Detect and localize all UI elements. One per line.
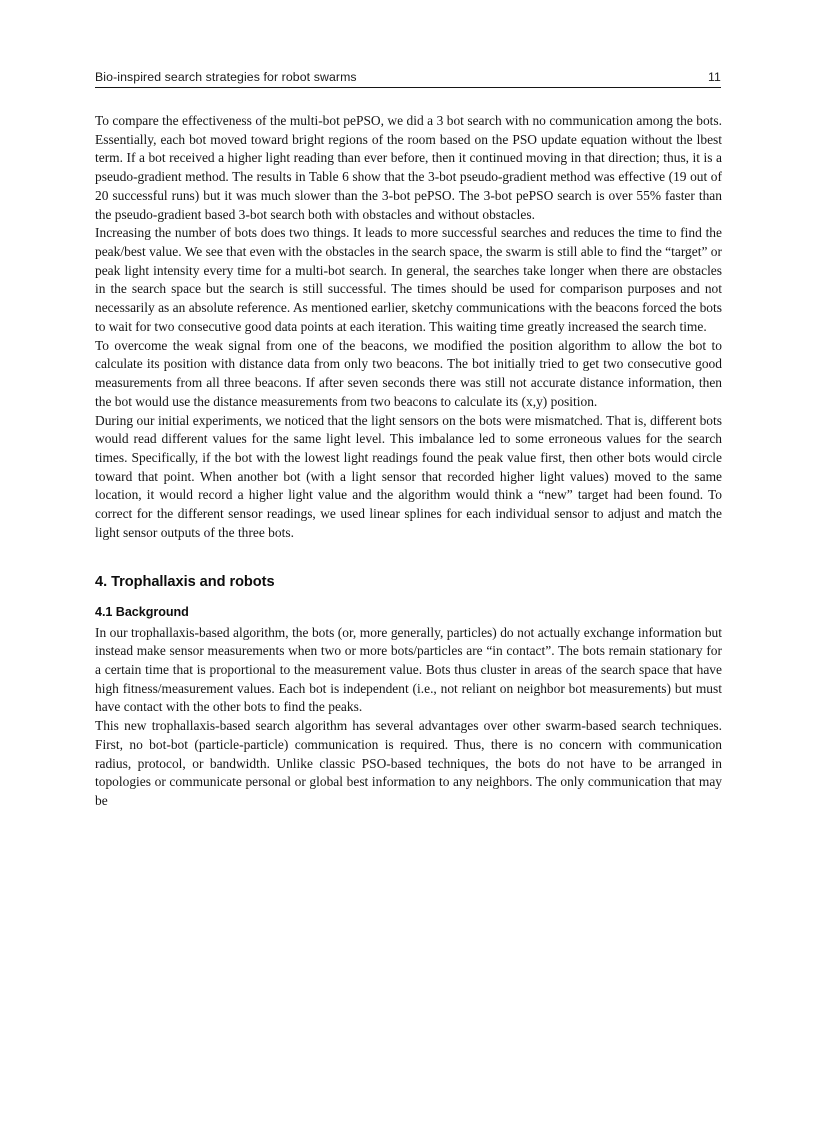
section-heading-trophallaxis-and-robots: 4. Trophallaxis and robots bbox=[95, 573, 275, 590]
header-title: Bio-inspired search strategies for robot swarms bbox=[95, 70, 357, 84]
section-spacer bbox=[95, 543, 722, 573]
paragraph: To compare the effectiveness of the multi-bot pePSO, we did a 3 bot search with no communication among the bots. Essentially, each bot moved toward bright regions of the room based on the PSO update equation without the lbest term. If a bot received a higher light reading than ever before, then it continued moving in that direction; thus, it is a pseudo-gradient method. The results in Table 6 show that the 3-bot pseudo-gradient method was effective (19 out of 20 successful runs) but it was much slower than the 3-bot pePSO. The 3-bot pePSO search is over 55% faster than the pseudo-gradient based 3-bot search both with obstacles and without obstacles. bbox=[95, 113, 722, 222]
heading-spacer bbox=[95, 591, 722, 604]
page-number: 11 bbox=[708, 70, 721, 84]
paragraph: During our initial experiments, we noticed that the light sensors on the bots were mismatched. That is, different bots would read different values for the same light level. This imbalance led to some erroneous values for the search times. Specifically, if the bot with the lowest light readings found the peak value first, then other bots would circle toward that point. When another bot (with a light sensor that recorded higher light values) moved to the same location, it would record a higher light value and the algorithm would think a “new” target had been found. To correct for the different sensor readings, we used linear splines for each individual sensor to adjust and match the light sensor outputs of the three bots. bbox=[95, 412, 722, 540]
running-header bbox=[95, 70, 721, 88]
paragraph: In our trophallaxis-based algorithm, the bots (or, more generally, particles) do not actually exchange information but instead make sensor measurements when two or more bots/particles are “in contact”. The bots remain stationary for a certain time that is proportional to the measurement value. Bots thus cluster in areas of the search space that have high fitness/measurement values. Each bot is independent (i.e., not reliant on neighbor bot measurements) but must have contact with the other bots to find the peaks. bbox=[95, 624, 722, 715]
paragraph: To overcome the weak signal from one of the beacons, we modified the position algorithm to allow the bot to calculate its position with distance data from only two beacons. The bot initially tried to get two consecutive good measurements from all three beacons. If after seven seconds there was still not accurate distance information, then the bot would use the distance measurements from two beacons to calculate its (x,y) position. bbox=[95, 337, 722, 409]
body-content bbox=[95, 112, 722, 811]
paragraph: Increasing the number of bots does two things. It leads to more successful searches and reduces the time to find the peak/best value. We see that even with the obstacles in the search space, the swarm is still able to find the “target” or peak light intensity every time for a multi-bot search. In general, the searches take longer when there are obstacles in the search space but the search is still successful. The times should be used for comparison purposes and not necessarily as an absolute reference. As mentioned earlier, sketchy communications with the beacons forced the bots to wait for two consecutive good data points at each iteration. This waiting time greatly increased the search time. bbox=[95, 225, 722, 334]
paragraph: This new trophallaxis-based search algorithm has several advantages over other swarm-based search techniques. First, no bot-bot (particle-particle) communication is required. Thus, there is no concern with communication radius, protocol, or bandwidth. Unlike classic PSO-based techniques, the bots do not have to be arranged in topologies or communicate personal or global best information to any neighbors. The only communication that may be bbox=[95, 718, 722, 808]
subsection-heading-background: 4.1 Background bbox=[95, 604, 189, 619]
